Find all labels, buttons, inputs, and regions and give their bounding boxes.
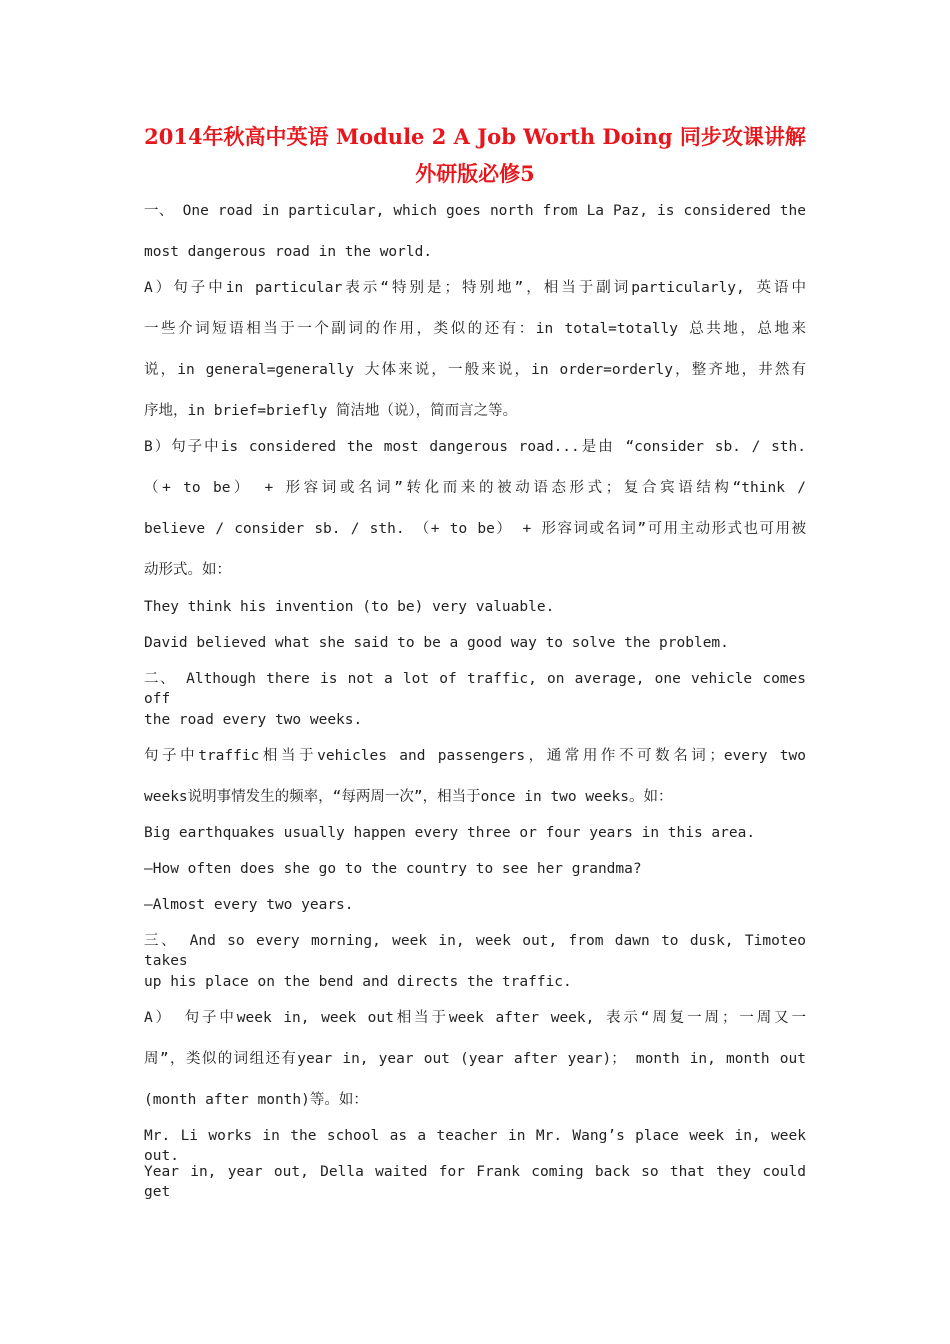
example-dialogue-line: —How often does she go to the country to see her grandma? <box>144 861 642 877</box>
example-sentence: Mr. Li works in the school as a teacher in Mr. Wang’s place week in, week out. <box>144 1128 806 1164</box>
note-a-line: 序地，in brief=briefly 简洁地（说），简而言之等。 <box>144 403 518 419</box>
note-a-line: A）句子中in particular表示“特别是；特别地”，相当于副词particularly, 英语中 <box>144 280 806 296</box>
example-sentence: David believed what she said to be a good way to solve the problem. <box>144 635 729 651</box>
note-b-line: （+ to be） + 形容词或名词”转化而来的被动语态形式；复合宾语结构“think / <box>144 480 806 496</box>
section-3-note-line: 周”，类似的词组还有year in, year out (year after year)； month in, month out <box>144 1051 806 1067</box>
section-2-note-line: 句子中traffic相当于vehicles and passengers，通常用作不可数名词；every two <box>144 748 806 764</box>
document-title-line-2: 外研版必修5 <box>415 161 535 186</box>
note-b-line: believe / consider sb. / sth. （+ to be） + 形容词或名词”可用主动形式也可用被 <box>144 521 806 537</box>
section-1-sentence-cont: most dangerous road in the world. <box>144 244 433 260</box>
example-sentence: Year in, year out, Della waited for Frank coming back so that they could get <box>144 1164 806 1200</box>
note-a-line: 说，in general=generally 大体来说，一般来说，in order=orderly，整齐地，井然有 <box>144 362 806 378</box>
example-sentence: Big earthquakes usually happen every three or four years in this area. <box>144 825 756 841</box>
note-b-line: 动形式。如： <box>144 562 231 578</box>
section-2-sentence-cont: the road every two weeks. <box>144 712 363 728</box>
note-b-line: B）句子中is considered the most dangerous road...是由 “consider sb. / sth. <box>144 439 806 455</box>
section-2-sentence: 二、 Although there is not a lot of traffic, on average, one vehicle comes off <box>144 671 806 707</box>
document-title-line-1: 2014年秋高中英语 Module 2 A Job Worth Doing 同步攻课讲解 <box>144 124 806 149</box>
section-3-note-line: A） 句子中week in, week out相当于week after week, 表示“周复一周；一周又一 <box>144 1010 806 1026</box>
section-3-sentence-cont: up his place on the bend and directs the traffic. <box>144 974 572 990</box>
section-1-sentence: 一、 One road in particular, which goes north from La Paz, is considered the <box>144 203 806 219</box>
note-a-line: 一些介词短语相当于一个副词的作用，类似的还有：in total=totally 总共地，总地来 <box>144 321 806 337</box>
example-dialogue-line: —Almost every two years. <box>144 897 354 913</box>
section-3-sentence: 三、 And so every morning, week in, week out, from dawn to dusk, Timoteo takes <box>144 933 806 969</box>
section-2-note-line: weeks说明事情发生的频率，“每两周一次”，相当于once in two weeks。如： <box>144 789 673 805</box>
example-sentence: They think his invention (to be) very valuable. <box>144 599 555 615</box>
section-3-note-line: (month after month)等。如： <box>144 1092 368 1108</box>
